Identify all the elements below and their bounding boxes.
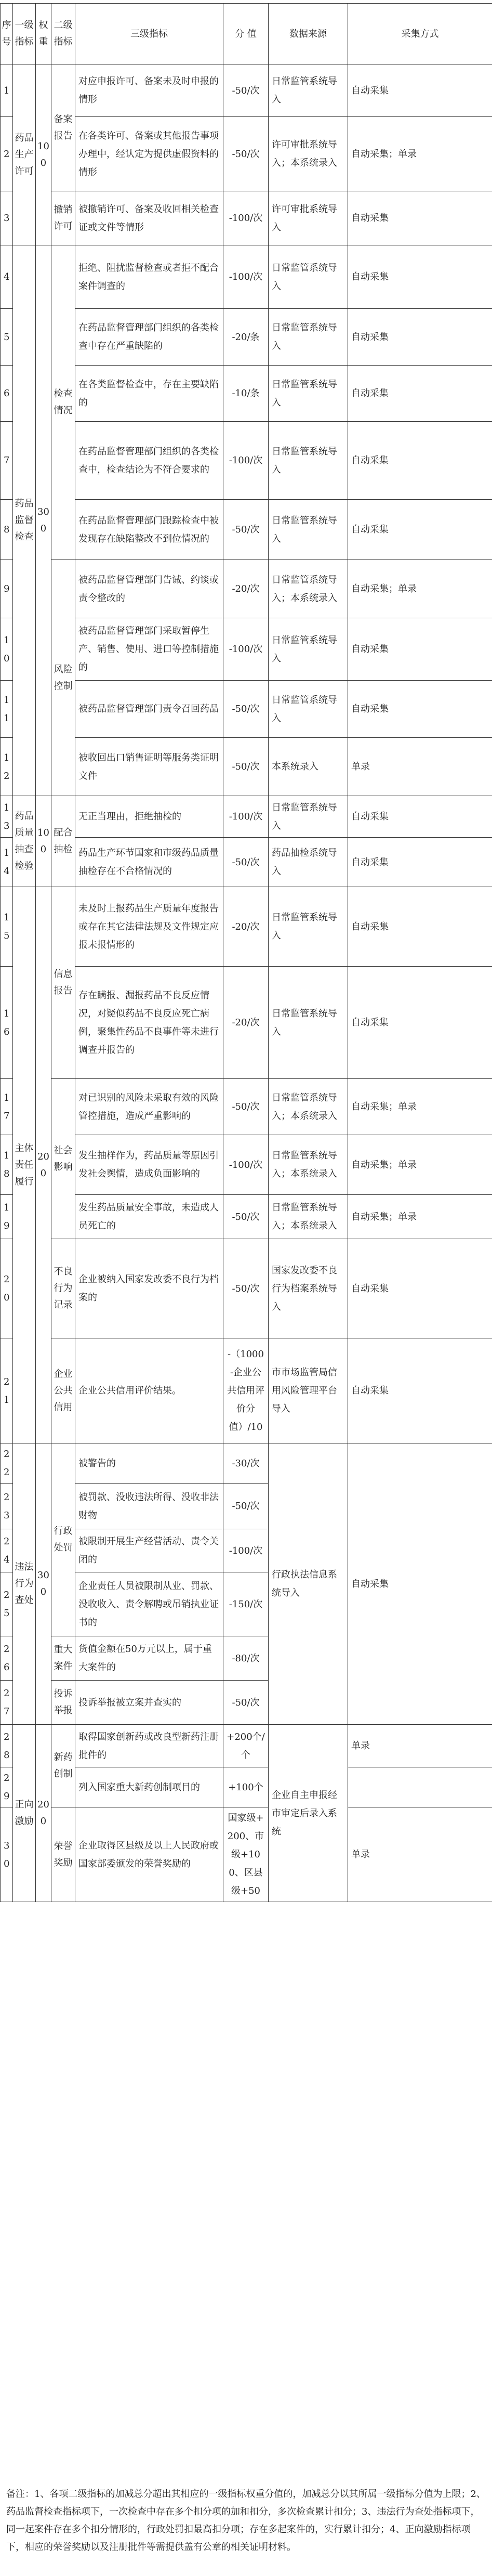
level3-indicator: 对已识别的风险未采取有效的风险管控措施，造成严重影响的 — [75, 1079, 223, 1135]
header-source: 数据来源 — [269, 4, 348, 64]
data-source: 日常监管系统导入 — [269, 618, 348, 681]
collection-method: 单录 — [348, 1725, 492, 1767]
data-source: 日常监管系统导入 — [269, 64, 348, 117]
row-number: 7 — [1, 422, 13, 500]
level3-indicator: 企业被纳入国家发改委不良行为档案的 — [75, 1239, 223, 1338]
level3-indicator: 被限制开展生产经营活动、责令关闭的 — [75, 1529, 223, 1572]
level2-indicator: 荣誉奖励 — [51, 1807, 75, 1902]
table-row — [1, 1725, 492, 1767]
score-value: -20/条 — [223, 309, 269, 366]
data-source: 日常监管系统导入；本系统录入 — [269, 1135, 348, 1195]
row-number: 9 — [1, 560, 13, 618]
row-number: 23 — [1, 1484, 13, 1529]
collection-method: 自动采集 — [348, 309, 492, 366]
collection-method: 自动采集 — [348, 1338, 492, 1443]
table-row — [1, 1807, 492, 1902]
level2-indicator: 重大案件 — [51, 1636, 75, 1681]
row-number: 11 — [1, 681, 13, 738]
table-row — [1, 1079, 492, 1135]
collection-method: 自动采集；单录 — [348, 1135, 492, 1195]
score-value: -80/次 — [223, 1636, 269, 1681]
score-value: -50/次 — [223, 1195, 269, 1239]
score-value: -100/次 — [223, 1135, 269, 1195]
row-number: 24 — [1, 1529, 13, 1572]
level2-indicator: 检查情况 — [51, 245, 75, 560]
level2-indicator: 配合抽检 — [51, 796, 75, 887]
collection-method: 自动采集 — [348, 618, 492, 681]
row-number: 29 — [1, 1767, 13, 1807]
weight-value: 300 — [36, 1443, 51, 1725]
level2-indicator: 新药创制 — [51, 1725, 75, 1807]
level2-indicator: 行政处罚 — [51, 1443, 75, 1636]
level3-indicator: 对应申报许可、备案未及时申报的情形 — [75, 64, 223, 117]
row-number: 12 — [1, 738, 13, 796]
row-number: 21 — [1, 1338, 13, 1443]
collection-method: 单录 — [348, 1807, 492, 1902]
score-value: -100/次 — [223, 191, 269, 245]
header-level3: 三级指标 — [75, 4, 223, 64]
level3-indicator: 在药品监督管理部门组织的各类检查中存在严重缺陷的 — [75, 309, 223, 366]
data-source: 日常监管系统导入；本系统录入 — [269, 1079, 348, 1135]
level1-indicator: 主体责任履行 — [13, 887, 36, 1443]
header-score: 分 值 — [223, 4, 269, 64]
score-value: -100/次 — [223, 1529, 269, 1572]
level3-indicator: 被收回出口销售证明等服务类证明文件 — [75, 738, 223, 796]
score-value: -30/次 — [223, 1443, 269, 1484]
level3-indicator: 发生药品质量安全事故，未造成人员死亡的 — [75, 1195, 223, 1239]
level3-indicator: 投诉举报被立案并查实的 — [75, 1681, 223, 1725]
score-value: -50/次 — [223, 1484, 269, 1529]
level3-indicator: 在各类许可、备案或其他报告事项办理中，经认定为提供虚假资料的情形 — [75, 117, 223, 191]
data-source: 企业自主申报经市审定后录入系统 — [269, 1725, 348, 1902]
data-source: 日常监管系统导入 — [269, 967, 348, 1079]
level1-indicator: 药品监督检查 — [13, 245, 36, 796]
score-value: -10/条 — [223, 366, 269, 422]
data-source: 日常监管系统导入；本系统录入 — [269, 1195, 348, 1239]
collection-method: 自动采集 — [348, 796, 492, 838]
score-value: -100/次 — [223, 422, 269, 500]
data-source: 日常监管系统导入 — [269, 245, 348, 309]
collection-method: 自动采集；单录 — [348, 1079, 492, 1135]
level3-indicator: 企业责任人员被限制从业、罚款、没收收入、责令解聘或吊销执业证书的 — [75, 1572, 223, 1636]
score-value: -100/次 — [223, 796, 269, 838]
data-source: 日常监管系统导入 — [269, 887, 348, 967]
collection-method: 自动采集 — [348, 681, 492, 738]
level2-indicator: 备案报告 — [51, 64, 75, 191]
score-value: -20/次 — [223, 887, 269, 967]
header-weight: 权重 — [36, 4, 51, 64]
level3-indicator: 企业公共信用评价结果。 — [75, 1338, 223, 1443]
collection-method: 自动采集 — [348, 500, 492, 560]
collection-method: 单录 — [348, 738, 492, 796]
score-value: -（1000-企业公共信用评价分值）/10 — [223, 1338, 269, 1443]
score-value: -50/次 — [223, 738, 269, 796]
collection-method: 自动采集；单录 — [348, 117, 492, 191]
table-row — [1, 64, 492, 117]
table-row — [1, 245, 492, 309]
level2-indicator: 不良行为记录 — [51, 1239, 75, 1338]
data-source: 药品抽检系统导入 — [269, 838, 348, 887]
level3-indicator: 被药品监督管理部门告诫、约谈或责令整改的 — [75, 560, 223, 618]
score-value: -50/次 — [223, 838, 269, 887]
data-source: 日常监管系统导入 — [269, 796, 348, 838]
level3-indicator: 在药品监督管理部门跟踪检查中被发现存在缺陷整改不到位情况的 — [75, 500, 223, 560]
header-row — [1, 4, 492, 64]
table-row — [1, 560, 492, 618]
level3-indicator: 货值金额在50万元以上，属于重大案件的 — [75, 1636, 223, 1681]
collection-method: 自动采集 — [348, 1239, 492, 1338]
level3-indicator: 无正当理由，拒绝抽检的 — [75, 796, 223, 838]
row-number: 15 — [1, 887, 13, 967]
row-number: 27 — [1, 1681, 13, 1725]
score-value: -50/次 — [223, 681, 269, 738]
level3-indicator: 被撤销许可、备案及收回相关检查证或文件等情形 — [75, 191, 223, 245]
score-value: -50/次 — [223, 117, 269, 191]
collection-method: 自动采集 — [348, 967, 492, 1079]
score-value: -100/次 — [223, 618, 269, 681]
collection-method: 自动采集 — [348, 64, 492, 117]
score-value: +100个 — [223, 1767, 269, 1807]
collection-method: 自动采集 — [348, 422, 492, 500]
data-source: 日常监管系统导入 — [269, 422, 348, 500]
table-row — [1, 796, 492, 838]
row-number: 26 — [1, 1636, 13, 1681]
score-value: -100/次 — [223, 245, 269, 309]
level2-indicator: 投诉举报 — [51, 1681, 75, 1725]
data-source: 许可审批系统导入 — [269, 191, 348, 245]
collection-method: 自动采集 — [348, 838, 492, 887]
header-level1: 一级指标 — [13, 4, 36, 64]
row-number: 19 — [1, 1195, 13, 1239]
level3-indicator: 未及时上报药品生产质量年度报告或存在其它法律法规及文件规定应报未报情形的 — [75, 887, 223, 967]
collection-method: 自动采集 — [348, 1443, 492, 1725]
level2-indicator: 撤销许可 — [51, 191, 75, 245]
data-source: 日常监管系统导入；本系统录入 — [269, 560, 348, 618]
level1-indicator: 药品生产许可 — [13, 64, 36, 245]
row-number: 17 — [1, 1079, 13, 1135]
level3-indicator: 在药品监督管理部门组织的各类检查中，检查结论为不符合要求的 — [75, 422, 223, 500]
row-number: 18 — [1, 1135, 13, 1195]
row-number: 25 — [1, 1572, 13, 1636]
score-value: -50/次 — [223, 64, 269, 117]
row-number: 2 — [1, 117, 13, 191]
collection-method: 自动采集；单录 — [348, 1195, 492, 1239]
data-source: 日常监管系统导入 — [269, 681, 348, 738]
row-number: 4 — [1, 245, 13, 309]
level3-indicator: 药品生产环节国家和市级药品质量抽检存在不合格情况的 — [75, 838, 223, 887]
table-row — [1, 887, 492, 967]
data-source: 许可审批系统导入；本系统录入 — [269, 117, 348, 191]
table-row — [1, 1338, 492, 1443]
score-value: +200个/个 — [223, 1725, 269, 1767]
level3-indicator: 取得国家创新药或改良型新药注册批件的 — [75, 1725, 223, 1767]
row-number: 1 — [1, 64, 13, 117]
collection-method: 自动采集 — [348, 191, 492, 245]
level2-indicator: 企业公共信用 — [51, 1338, 75, 1443]
level1-indicator: 违法行为查处 — [13, 1443, 36, 1725]
table-row — [1, 1239, 492, 1338]
row-number: 14 — [1, 838, 13, 887]
data-source: 行政执法信息系统导入 — [269, 1443, 348, 1725]
header-no: 序号 — [1, 4, 13, 64]
collection-method — [348, 1767, 492, 1807]
level2-indicator: 社会影响 — [51, 1079, 75, 1239]
score-value: 国家级+200、市级+100、区县级+50 — [223, 1807, 269, 1902]
level3-indicator: 列入国家重大新药创制项目的 — [75, 1767, 223, 1807]
score-value: -50/次 — [223, 1239, 269, 1338]
data-source: 市市场监管局信用风险管理平台导入 — [269, 1338, 348, 1443]
score-value: -50/次 — [223, 1079, 269, 1135]
row-number: 28 — [1, 1725, 13, 1767]
level3-indicator: 在各类监督检查中，存在主要缺陷的 — [75, 366, 223, 422]
weight-value: 100 — [36, 796, 51, 887]
data-source: 本系统录入 — [269, 738, 348, 796]
collection-method: 自动采集；单录 — [348, 560, 492, 618]
credit-indicator-table — [0, 3, 492, 1902]
data-source: 日常监管系统导入 — [269, 309, 348, 366]
weight-value: 200 — [36, 887, 51, 1443]
score-value: -50/次 — [223, 1681, 269, 1725]
footnote: 备注：1、各项二级指标的加减总分超出其相应的一级指标权重分值的，加减总分以其所属一级指标分值为上限；2、药品监督检查指标项下，一次检查中存在多个扣分项的加和扣分，多次检查累计扣分；3、违法行为查处指标项下，同一起案件存在多个扣分情形的，行政处罚扣最高扣分项；存在多起案件的，实行累计扣分；4、正向激励指标项下，相应的荣誉奖励以及注册批件等需提供盖有公章的相关证明材料。 — [6, 2489, 486, 2553]
level3-indicator: 企业取得区县级及以上人民政府或国家部委颁发的荣誉奖励的 — [75, 1807, 223, 1902]
table-row — [1, 191, 492, 245]
weight-value: 300 — [36, 245, 51, 796]
level3-indicator: 发生抽样作为，药品质量等原因引发社会舆情，造成负面影响的 — [75, 1135, 223, 1195]
level2-indicator: 信息报告 — [51, 887, 75, 1079]
score-value: -50/次 — [223, 500, 269, 560]
collection-method: 自动采集 — [348, 245, 492, 309]
level3-indicator: 存在瞒报、漏报药品不良反应情况，对疑似药品不良反应死亡病例，聚集性药品不良事件等未进行调查并报告的 — [75, 967, 223, 1079]
score-value: -20/次 — [223, 967, 269, 1079]
row-number: 5 — [1, 309, 13, 366]
level3-indicator: 被药品监督管理部门采取暂停生产、销售、使用、进口等控制措施的 — [75, 618, 223, 681]
collection-method: 自动采集 — [348, 887, 492, 967]
row-number: 8 — [1, 500, 13, 560]
header-level2: 二级指标 — [51, 4, 75, 64]
level2-indicator: 风险控制 — [51, 560, 75, 796]
row-number: 13 — [1, 796, 13, 838]
weight-value: 200 — [36, 1725, 51, 1902]
row-number: 20 — [1, 1239, 13, 1338]
header-method: 采集方式 — [348, 4, 492, 64]
score-value: -20/次 — [223, 560, 269, 618]
collection-method: 自动采集 — [348, 366, 492, 422]
row-number: 10 — [1, 618, 13, 681]
data-source: 日常监管系统导入 — [269, 366, 348, 422]
row-number: 3 — [1, 191, 13, 245]
level1-indicator: 药品质量抽查检验 — [13, 796, 36, 887]
weight-value: 100 — [36, 64, 51, 245]
data-source: 日常监管系统导入 — [269, 500, 348, 560]
table-row — [1, 1443, 492, 1484]
level3-indicator: 被罚款、没收违法所得、没收非法财物 — [75, 1484, 223, 1529]
level3-indicator: 拒绝、阻扰监督检查或者拒不配合案件调查的 — [75, 245, 223, 309]
level3-indicator: 被警告的 — [75, 1443, 223, 1484]
data-source: 国家发改委不良行为档案系统导入 — [269, 1239, 348, 1338]
row-number: 22 — [1, 1443, 13, 1484]
row-number: 6 — [1, 366, 13, 422]
level1-indicator: 正向激励 — [13, 1725, 36, 1902]
level3-indicator: 被药品监督管理部门责令召回药品 — [75, 681, 223, 738]
score-value: -150/次 — [223, 1572, 269, 1636]
row-number: 30 — [1, 1807, 13, 1902]
row-number: 16 — [1, 967, 13, 1079]
